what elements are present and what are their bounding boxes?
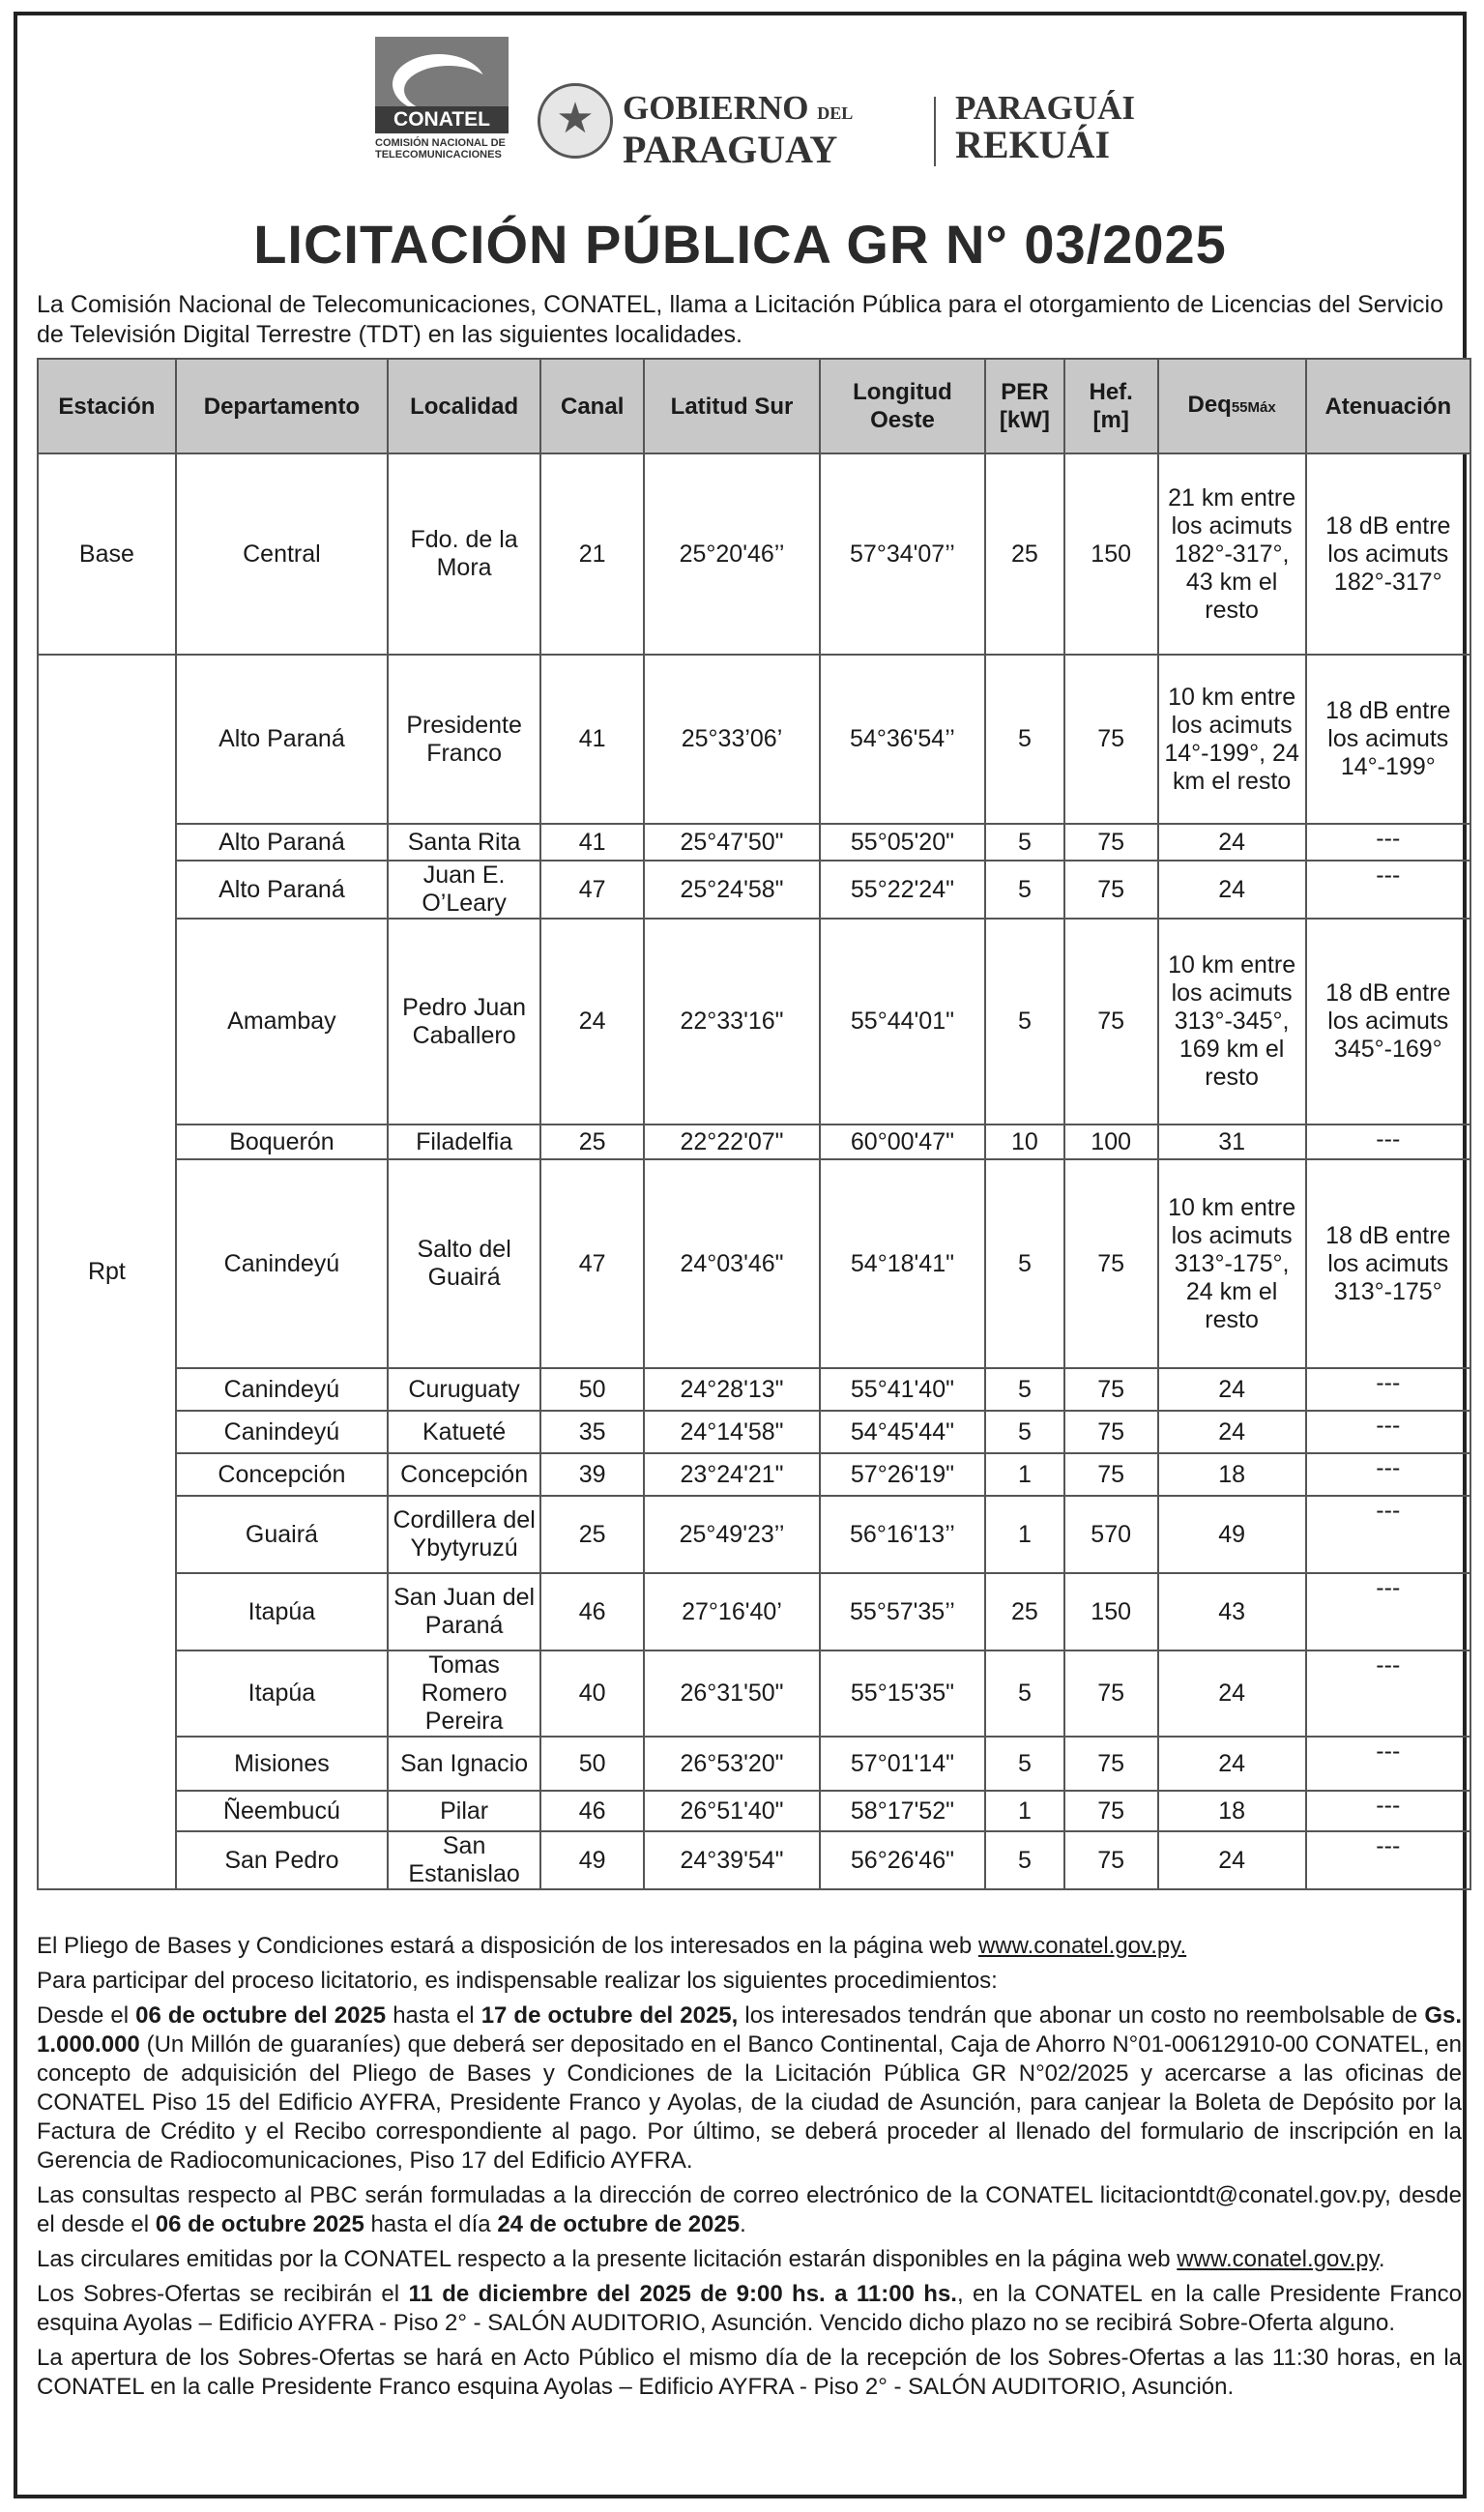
localidad-cell: Cordillera del Ybytyruzú bbox=[388, 1496, 540, 1573]
atenuacion-cell: --- bbox=[1306, 1791, 1470, 1831]
latitud-cell: 23°24'21" bbox=[644, 1453, 820, 1496]
localidad-cell: Katueté bbox=[388, 1411, 540, 1453]
atenuacion-cell: --- bbox=[1306, 1411, 1470, 1453]
longitud-cell: 56°26'46" bbox=[820, 1831, 985, 1889]
per-cell: 5 bbox=[985, 1831, 1064, 1889]
conatel-logo bbox=[375, 37, 518, 161]
longitud-cell: 57°34'07’’ bbox=[820, 453, 985, 655]
per-cell: 5 bbox=[985, 1368, 1064, 1411]
hef-cell: 75 bbox=[1064, 655, 1158, 824]
table-row bbox=[38, 1411, 1470, 1453]
info-paragraph-consultas: Las consultas respecto al PBC serán formuladas a la dirección de correo electrónico de la CONATEL licitaciontdt@conatel.gov.py, desde el desde el 06 de octubre 2025 hasta el día 24 de octubre de 2025. bbox=[37, 2182, 1462, 2237]
atenuacion-cell: 18 dB entre los acimuts 182°-317° bbox=[1306, 453, 1470, 655]
localidad-cell: Salto del Guairá bbox=[388, 1159, 540, 1368]
deq-cell: 24 bbox=[1158, 1650, 1306, 1737]
localidad-cell: San Juan del Paraná bbox=[388, 1573, 540, 1650]
col-deq: Deq55Máx bbox=[1158, 359, 1306, 453]
per-cell: 25 bbox=[985, 1573, 1064, 1650]
canal-cell: 40 bbox=[540, 1650, 644, 1737]
deq-cell: 18 bbox=[1158, 1453, 1306, 1496]
table-row bbox=[38, 1831, 1470, 1889]
longitud-cell: 54°45'44" bbox=[820, 1411, 985, 1453]
canal-cell: 25 bbox=[540, 1125, 644, 1159]
hef-cell: 75 bbox=[1064, 1737, 1158, 1791]
localidad-cell: Curuguaty bbox=[388, 1368, 540, 1411]
col-atenuacion: Atenuación bbox=[1306, 359, 1470, 453]
info-paragraph-apertura: La apertura de los Sobres-Ofertas se hará en Acto Público el mismo día de la recepción de los Sobres-Ofertas a las 11:30 horas, en la CONATEL en la calle Presidente Franco esquina Ayolas – Edificio AYFRA - Piso 2° - SALÓN AUDITORIO, Asunción. bbox=[37, 2345, 1462, 2400]
canal-cell: 47 bbox=[540, 861, 644, 919]
table-row bbox=[38, 655, 1470, 824]
atenuacion-cell: --- bbox=[1306, 1453, 1470, 1496]
departamento-cell: Canindeyú bbox=[176, 1368, 388, 1411]
per-cell: 1 bbox=[985, 1453, 1064, 1496]
canal-cell: 39 bbox=[540, 1453, 644, 1496]
per-cell: 5 bbox=[985, 1650, 1064, 1737]
localidad-cell: Concepción bbox=[388, 1453, 540, 1496]
table-row bbox=[38, 1573, 1470, 1650]
longitud-cell: 55°22'24" bbox=[820, 861, 985, 919]
deq-cell: 10 km entre los acimuts 313°-345°, 169 km el resto bbox=[1158, 919, 1306, 1125]
departamento-cell: Alto Paraná bbox=[176, 861, 388, 919]
departamento-cell: Itapúa bbox=[176, 1650, 388, 1737]
col-latitud: Latitud Sur bbox=[644, 359, 820, 453]
longitud-cell: 55°15'35" bbox=[820, 1650, 985, 1737]
hef-cell: 75 bbox=[1064, 1159, 1158, 1368]
deq-cell: 24 bbox=[1158, 1737, 1306, 1791]
localidad-cell: Santa Rita bbox=[388, 824, 540, 861]
table-row bbox=[38, 919, 1470, 1125]
latitud-cell: 27°16'40’ bbox=[644, 1573, 820, 1650]
hef-cell: 75 bbox=[1064, 1453, 1158, 1496]
conatel-web-link-2[interactable]: www.conatel.gov.py bbox=[1177, 2246, 1379, 2272]
atenuacion-cell: --- bbox=[1306, 1737, 1470, 1791]
latitud-cell: 24°39'54" bbox=[644, 1831, 820, 1889]
latitud-cell: 24°03'46" bbox=[644, 1159, 820, 1368]
logo-divider bbox=[934, 97, 936, 166]
conatel-wordmark: CONATEL bbox=[375, 106, 509, 133]
atenuacion-cell: --- bbox=[1306, 1573, 1470, 1650]
departamento-cell: Canindeyú bbox=[176, 1411, 388, 1453]
canal-cell: 41 bbox=[540, 655, 644, 824]
atenuacion-cell: --- bbox=[1306, 1368, 1470, 1411]
conatel-subtitle: COMISIÓN NACIONAL DE TELECOMUNICACIONES bbox=[375, 137, 506, 161]
latitud-cell: 25°47'50" bbox=[644, 824, 820, 861]
canal-cell: 49 bbox=[540, 1831, 644, 1889]
localidad-cell: San Estanislao bbox=[388, 1831, 540, 1889]
localidad-cell: Fdo. de la Mora bbox=[388, 453, 540, 655]
canal-cell: 24 bbox=[540, 919, 644, 1125]
longitud-cell: 55°41'40" bbox=[820, 1368, 985, 1411]
table-row bbox=[38, 453, 1470, 655]
table-row bbox=[38, 1791, 1470, 1831]
latitud-cell: 26°31'50" bbox=[644, 1650, 820, 1737]
departamento-cell: Boquerón bbox=[176, 1125, 388, 1159]
departamento-cell: Guairá bbox=[176, 1496, 388, 1573]
conatel-web-link[interactable]: www.conatel.gov.py. bbox=[977, 1933, 1187, 1959]
canal-cell: 46 bbox=[540, 1791, 644, 1831]
localidad-cell: Juan E. O’Leary bbox=[388, 861, 540, 919]
deq-cell: 10 km entre los acimuts 14°-199°, 24 km el resto bbox=[1158, 655, 1306, 824]
atenuacion-cell: --- bbox=[1306, 1831, 1470, 1889]
hef-cell: 75 bbox=[1064, 1791, 1158, 1831]
hef-cell: 150 bbox=[1064, 1573, 1158, 1650]
longitud-cell: 56°16'13’’ bbox=[820, 1496, 985, 1573]
deq-cell: 31 bbox=[1158, 1125, 1306, 1159]
canal-cell: 35 bbox=[540, 1411, 644, 1453]
atenuacion-cell: 18 dB entre los acimuts 345°-169° bbox=[1306, 919, 1470, 1125]
table-row bbox=[38, 1737, 1470, 1791]
deq-cell: 24 bbox=[1158, 1831, 1306, 1889]
table-row bbox=[38, 1453, 1470, 1496]
longitud-cell: 57°26'19" bbox=[820, 1453, 985, 1496]
latitud-cell: 25°20'46’’ bbox=[644, 453, 820, 655]
canal-cell: 50 bbox=[540, 1368, 644, 1411]
latitud-cell: 26°51'40" bbox=[644, 1791, 820, 1831]
localidad-cell: Tomas Romero Pereira bbox=[388, 1650, 540, 1737]
longitud-cell: 60°00'47" bbox=[820, 1125, 985, 1159]
per-cell: 10 bbox=[985, 1125, 1064, 1159]
localidad-cell: Presidente Franco bbox=[388, 655, 540, 824]
departamento-cell: Misiones bbox=[176, 1737, 388, 1791]
longitud-cell: 58°17'52" bbox=[820, 1791, 985, 1831]
table-row bbox=[38, 1368, 1470, 1411]
deq-cell: 18 bbox=[1158, 1791, 1306, 1831]
col-estacion: Estación bbox=[38, 359, 176, 453]
per-cell: 5 bbox=[985, 655, 1064, 824]
hef-cell: 75 bbox=[1064, 1650, 1158, 1737]
table-row bbox=[38, 1496, 1470, 1573]
latitud-cell: 24°14'58" bbox=[644, 1411, 820, 1453]
intro-paragraph: La Comisión Nacional de Telecomunicaciones, CONATEL, llama a Licitación Pública para el otorgamiento de Licencias del Servicio de Televisión Digital Terrestre (TDT) en las siguientes localidades. bbox=[37, 291, 1443, 348]
per-cell: 1 bbox=[985, 1496, 1064, 1573]
localidad-cell: Pilar bbox=[388, 1791, 540, 1831]
table-row bbox=[38, 1159, 1470, 1368]
departamento-cell: Alto Paraná bbox=[176, 824, 388, 861]
longitud-cell: 54°18'41" bbox=[820, 1159, 985, 1368]
info-paragraph-circulares: Las circulares emitidas por la CONATEL respecto a la presente licitación estarán disponibles en la página web www.conatel.gov.py. bbox=[37, 2246, 1385, 2272]
deq-cell: 24 bbox=[1158, 1368, 1306, 1411]
paraguai-rekuai-logo: PARAGUÁI REKUÁI bbox=[955, 89, 1136, 166]
longitud-cell: 55°57'35’’ bbox=[820, 1573, 985, 1650]
canal-cell: 25 bbox=[540, 1496, 644, 1573]
departamento-cell: Alto Paraná bbox=[176, 655, 388, 824]
per-cell: 5 bbox=[985, 861, 1064, 919]
latitud-cell: 26°53'20" bbox=[644, 1737, 820, 1791]
hef-cell: 75 bbox=[1064, 919, 1158, 1125]
latitud-cell: 22°22'07" bbox=[644, 1125, 820, 1159]
col-longitud: Longitud Oeste bbox=[820, 359, 985, 453]
col-departamento: Departamento bbox=[176, 359, 388, 453]
canal-cell: 50 bbox=[540, 1737, 644, 1791]
station-cell: Base bbox=[38, 453, 176, 655]
per-cell: 5 bbox=[985, 919, 1064, 1125]
hef-cell: 570 bbox=[1064, 1496, 1158, 1573]
paraguay-seal-icon: ★ bbox=[538, 83, 613, 159]
table-row bbox=[38, 861, 1470, 919]
canal-cell: 47 bbox=[540, 1159, 644, 1368]
col-hef: Hef. [m] bbox=[1064, 359, 1158, 453]
deq-cell: 24 bbox=[1158, 861, 1306, 919]
info-paragraph-sobres: Los Sobres-Ofertas se recibirán el 11 de diciembre del 2025 de 9:00 hs. a 11:00 hs., en la CONATEL en la calle Presidente Franco esquina Ayolas – Edificio AYFRA - Piso 2° - SALÓN AUDITORIO, Asunción. Vencido dicho plazo no se recibirá Sobre-Oferta alguno. bbox=[37, 2281, 1462, 2336]
atenuacion-cell: --- bbox=[1306, 1125, 1470, 1159]
departamento-cell: Concepción bbox=[176, 1453, 388, 1496]
per-cell: 1 bbox=[985, 1791, 1064, 1831]
deq-cell: 43 bbox=[1158, 1573, 1306, 1650]
longitud-cell: 55°44'01" bbox=[820, 919, 985, 1125]
table-row bbox=[38, 1650, 1470, 1737]
hef-cell: 75 bbox=[1064, 861, 1158, 919]
atenuacion-cell: --- bbox=[1306, 824, 1470, 861]
info-paragraph-pago: Desde el 06 de octubre del 2025 hasta el 17 de octubre del 2025, los interesados tendrán que abonar un costo no reembolsable de Gs. 1.000.000 (Un Millón de guaraníes) que deberá ser depositado en el Banco Continental, Caja de Ahorro N°01-00612910-00 CONATEL, en concepto de adquisición del Pliego de Bases y Condiciones de la Licitación Pública GR N°02/2025 y acercarse a las oficinas de CONATEL Piso 15 del Edificio AYFRA, Presidente Franco y Ayolas, de la ciudad de Asunción, para canjear la Boleta de Depósito por la Factura de Crédito y el Recibo correspondiente al pago. Por último, se deberá proceder al llenado del formulario de inscripción en la Gerencia de Radiocomunicaciones, Piso 17 del Edificio AYFRA. bbox=[37, 2002, 1463, 2174]
info-paragraph-pliego: El Pliego de Bases y Condiciones estará a disposición de los interesados en la página web www.conatel.gov.py. bbox=[37, 1933, 1187, 1959]
per-cell: 5 bbox=[985, 1737, 1064, 1791]
atenuacion-cell: --- bbox=[1306, 861, 1470, 919]
canal-cell: 46 bbox=[540, 1573, 644, 1650]
deq-cell: 24 bbox=[1158, 1411, 1306, 1453]
latitud-cell: 22°33'16" bbox=[644, 919, 820, 1125]
departamento-cell: Amambay bbox=[176, 919, 388, 1125]
departamento-cell: Canindeyú bbox=[176, 1159, 388, 1368]
departamento-cell: San Pedro bbox=[176, 1831, 388, 1889]
procedures-text bbox=[37, 1932, 1462, 2408]
latitud-cell: 24°28'13" bbox=[644, 1368, 820, 1411]
longitud-cell: 54°36'54’’ bbox=[820, 655, 985, 824]
hef-cell: 100 bbox=[1064, 1125, 1158, 1159]
deq-cell: 10 km entre los acimuts 313°-175°, 24 km el resto bbox=[1158, 1159, 1306, 1368]
licenses-table bbox=[37, 358, 1471, 1890]
conatel-emblem bbox=[375, 37, 509, 133]
latitud-cell: 25°24'58" bbox=[644, 861, 820, 919]
atenuacion-cell: --- bbox=[1306, 1496, 1470, 1573]
hef-cell: 150 bbox=[1064, 453, 1158, 655]
col-localidad: Localidad bbox=[388, 359, 540, 453]
table-header-row bbox=[38, 359, 1470, 453]
longitud-cell: 55°05'20" bbox=[820, 824, 985, 861]
canal-cell: 21 bbox=[540, 453, 644, 655]
deq-cell: 49 bbox=[1158, 1496, 1306, 1573]
gobierno-paraguay-logo: GOBIERNO DEL PARAGUAY bbox=[623, 89, 854, 171]
per-cell: 5 bbox=[985, 824, 1064, 861]
deq-cell: 24 bbox=[1158, 824, 1306, 861]
atenuacion-cell: --- bbox=[1306, 1650, 1470, 1737]
departamento-cell: Central bbox=[176, 453, 388, 655]
longitud-cell: 57°01'14" bbox=[820, 1737, 985, 1791]
station-cell: Rpt bbox=[38, 655, 176, 1889]
departamento-cell: Itapúa bbox=[176, 1573, 388, 1650]
departamento-cell: Ñeembucú bbox=[176, 1791, 388, 1831]
latitud-cell: 25°33’06’ bbox=[644, 655, 820, 824]
hef-cell: 75 bbox=[1064, 1368, 1158, 1411]
atenuacion-cell: 18 dB entre los acimuts 313°-175° bbox=[1306, 1159, 1470, 1368]
table-row bbox=[38, 1125, 1470, 1159]
per-cell: 25 bbox=[985, 453, 1064, 655]
per-cell: 5 bbox=[985, 1159, 1064, 1368]
localidad-cell: Pedro Juan Caballero bbox=[388, 919, 540, 1125]
deq-cell: 21 km entre los acimuts 182°-317°, 43 km el resto bbox=[1158, 453, 1306, 655]
hef-cell: 75 bbox=[1064, 1831, 1158, 1889]
hef-cell: 75 bbox=[1064, 1411, 1158, 1453]
header bbox=[17, 15, 1463, 209]
atenuacion-cell: 18 dB entre los acimuts 14°-199° bbox=[1306, 655, 1470, 824]
info-paragraph-procedimientos: Para participar del proceso licitatorio, es indispensable realizar los siguientes procedimientos: bbox=[37, 1968, 998, 1994]
localidad-cell: San Ignacio bbox=[388, 1737, 540, 1791]
localidad-cell: Filadelfia bbox=[388, 1125, 540, 1159]
page-frame bbox=[14, 12, 1467, 2498]
hef-cell: 75 bbox=[1064, 824, 1158, 861]
per-cell: 5 bbox=[985, 1411, 1064, 1453]
col-canal: Canal bbox=[540, 359, 644, 453]
col-per: PER [kW] bbox=[985, 359, 1064, 453]
canal-cell: 41 bbox=[540, 824, 644, 861]
table-row bbox=[38, 824, 1470, 861]
latitud-cell: 25°49'23’’ bbox=[644, 1496, 820, 1573]
page-title: LICITACIÓN PÚBLICA GR N° 03/2025 bbox=[253, 214, 1227, 275]
